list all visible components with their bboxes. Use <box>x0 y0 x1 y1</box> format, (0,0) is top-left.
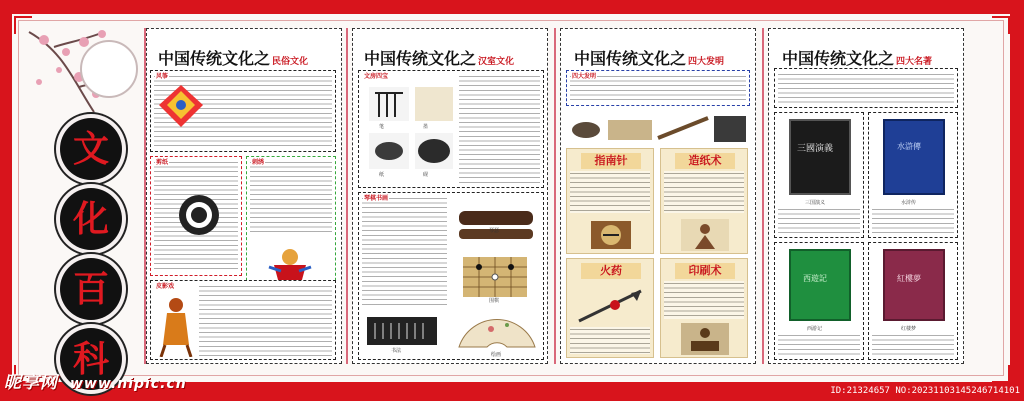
calligraphy-image <box>367 317 437 345</box>
book-cover <box>883 119 945 195</box>
caption: 墨 <box>423 124 429 130</box>
four-treasures-image <box>365 83 457 183</box>
panel-title: 中国传统文化之 四大名著 <box>782 49 933 68</box>
caption: 琴瑟 <box>489 228 500 234</box>
book-cover <box>789 119 851 195</box>
book-cover-title: 西遊記 <box>803 274 827 283</box>
title-char: 百 <box>60 258 122 320</box>
caption: 笔 <box>379 124 385 130</box>
embroidery-section <box>246 156 336 296</box>
panel-divider <box>346 28 348 364</box>
card-title: 火药 <box>581 263 641 279</box>
watermark-brand: 昵享网 www.nipic.cn <box>4 373 187 393</box>
book-card-shuihu <box>868 112 958 238</box>
section-tag: 皮影戏 <box>156 283 175 290</box>
gunpowder-card <box>566 258 654 358</box>
book-cover <box>789 249 851 321</box>
printing-image <box>681 323 729 355</box>
caption: 三国演义 <box>805 200 826 206</box>
compass-image <box>589 219 633 251</box>
panel-title: 中国传统文化之 汉室文化 <box>364 49 515 68</box>
guqin-go-board-image <box>453 209 539 303</box>
caption: 红楼梦 <box>901 326 917 332</box>
compass-card <box>566 148 654 254</box>
section-tag: 文房四宝 <box>364 73 389 80</box>
title-char: 科 <box>60 328 122 390</box>
panel-title: 中国传统文化之 四大发明 <box>574 49 725 68</box>
book-cover-title: 三國演義 <box>797 144 834 154</box>
book-cover-title: 水滸傳 <box>897 142 921 151</box>
kite-image <box>157 83 205 129</box>
papermaking-image <box>681 219 729 251</box>
painted-fan-image <box>455 311 539 349</box>
panel-divider <box>554 28 556 364</box>
inventions-intro <box>566 70 750 106</box>
corner-ornament <box>992 365 1010 383</box>
title-char: 文 <box>60 118 122 180</box>
printing-card <box>660 258 748 358</box>
card-title: 印刷术 <box>675 263 735 279</box>
qin-qi-shu-hua-section <box>358 192 544 360</box>
kite-section <box>150 70 336 152</box>
papermaking-card <box>660 148 748 254</box>
papercut-image <box>177 193 221 237</box>
card-title: 造纸术 <box>675 153 735 169</box>
papercut-section <box>150 156 242 276</box>
book-card-xiyou <box>774 242 864 360</box>
vertical-title <box>60 118 140 398</box>
caption: 砚 <box>423 172 429 178</box>
classics-intro <box>774 68 958 108</box>
caption: 纸 <box>379 172 385 178</box>
book-card-honglou <box>868 242 958 360</box>
caption: 西游记 <box>807 326 823 332</box>
inventions-image-strip <box>568 110 750 144</box>
panel-title: 中国传统文化之 民俗文化 <box>158 49 309 68</box>
corner-ornament <box>992 16 1010 34</box>
book-cover-title: 紅樓夢 <box>897 274 921 283</box>
caption: 围棋 <box>489 298 500 304</box>
book-card-sanguo <box>774 112 864 238</box>
section-tag: 风筝 <box>156 73 169 80</box>
section-tag: 琴棋书画 <box>364 195 389 202</box>
caption: 水浒传 <box>901 200 917 206</box>
shadow-play-section <box>150 280 336 360</box>
card-title: 指南针 <box>581 153 641 169</box>
shadow-puppet-image <box>155 295 197 357</box>
title-char: 化 <box>60 188 122 250</box>
section-tag: 刺绣 <box>252 159 265 166</box>
caption: 书法 <box>391 348 402 354</box>
caption: 绘画 <box>491 352 502 358</box>
emblem-circle <box>80 40 138 98</box>
panel-divider <box>762 28 764 364</box>
book-cover <box>883 249 945 321</box>
section-tag: 剪纸 <box>156 159 169 166</box>
fire-arrow-image <box>575 285 647 325</box>
section-tag: 四大发明 <box>572 73 597 80</box>
watermark-id: ID:21324657 NO:20231103145246714101 <box>830 386 1020 396</box>
four-treasures-section <box>358 70 544 188</box>
